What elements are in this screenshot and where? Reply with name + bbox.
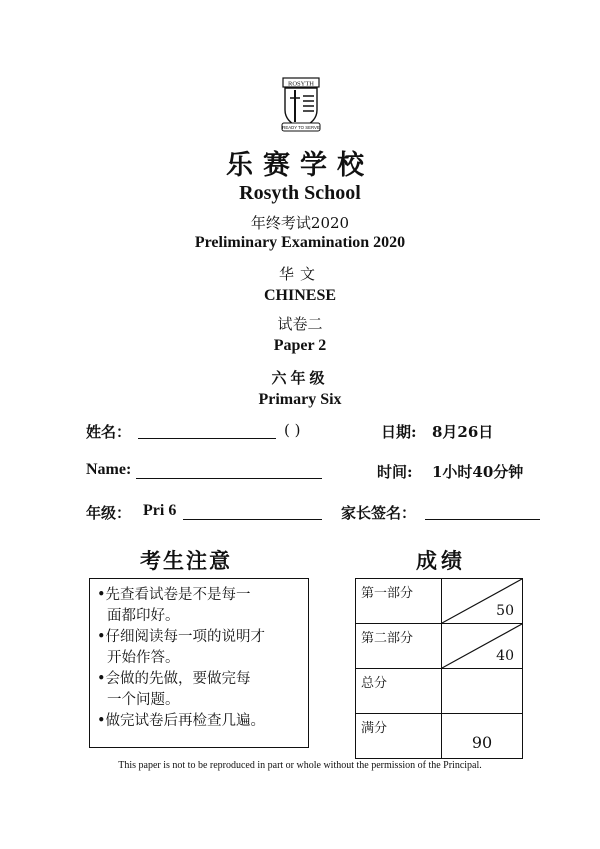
score-value: 40 (496, 648, 514, 664)
note-item: •先查看试卷是不是每一 (97, 587, 251, 603)
school-name-chinese: 乐赛学校 (226, 150, 374, 181)
parent-signature-label: 家长签名： (341, 504, 417, 522)
score-cell (442, 669, 523, 714)
name-en-field[interactable] (136, 478, 322, 479)
name-cn-field[interactable] (138, 438, 276, 439)
time-value: 1小时40分钟 (432, 463, 524, 481)
score-label: 第二部分 (356, 624, 442, 669)
name-cn-label: 姓名： (86, 423, 132, 441)
subject-chinese: 华文 (278, 265, 321, 283)
note-item: •仔细阅读每一项的说明才 (97, 629, 266, 645)
level-english: Primary Six (258, 391, 342, 408)
copyright-footer: This paper is not to be reproduced in part or whole without the permission of the Principal. (118, 760, 482, 771)
name-en-label: Name: (86, 461, 132, 478)
school-crest-logo (281, 76, 321, 132)
score-row (356, 669, 523, 714)
date-value: 8月26日 (432, 423, 494, 441)
score-cell (442, 714, 523, 759)
score-label: 第一部分 (356, 579, 442, 624)
index-number-field[interactable]: ( ) (284, 421, 301, 439)
score-row (356, 714, 523, 759)
note-item-cont: 面都印好。 (107, 608, 180, 624)
candidate-notes-box (89, 578, 309, 748)
notes-heading: 考生注意 (140, 548, 232, 573)
note-item: •做完试卷后再检查几遍。 (97, 713, 266, 729)
class-label: 年级： (86, 504, 132, 522)
parent-signature-field[interactable] (425, 519, 540, 520)
score-table (355, 578, 523, 759)
time-label: 时间: (377, 463, 413, 481)
subject-english: CHINESE (263, 287, 337, 304)
score-label: 总分 (356, 669, 442, 714)
score-value: 50 (496, 603, 514, 619)
score-value: 90 (471, 733, 493, 752)
class-field[interactable] (183, 519, 322, 520)
exam-title-chinese: 年终考试2020 (250, 214, 350, 232)
svg-text:READY TO SERVE: READY TO SERVE (282, 125, 320, 131)
note-item-cont: 一个问题。 (107, 692, 180, 708)
exam-title-english: Preliminary Examination 2020 (194, 234, 406, 251)
score-row (356, 579, 523, 624)
level-chinese: 六年级 (271, 369, 329, 387)
school-name-english: Rosyth School (239, 182, 361, 204)
svg-text:ROSYTH: ROSYTH (287, 80, 315, 88)
score-row (356, 624, 523, 669)
paper-chinese: 试卷二 (277, 315, 323, 333)
note-item: •会做的先做，要做完每 (97, 671, 251, 687)
date-label: 日期: (381, 423, 417, 441)
score-heading: 成绩 (416, 548, 466, 573)
class-value: Pri 6 (143, 502, 177, 519)
score-cell (442, 624, 523, 669)
paper-english: Paper 2 (273, 337, 327, 354)
note-item-cont: 开始作答。 (107, 650, 180, 666)
score-cell (442, 579, 523, 624)
score-label: 满分 (356, 714, 442, 759)
